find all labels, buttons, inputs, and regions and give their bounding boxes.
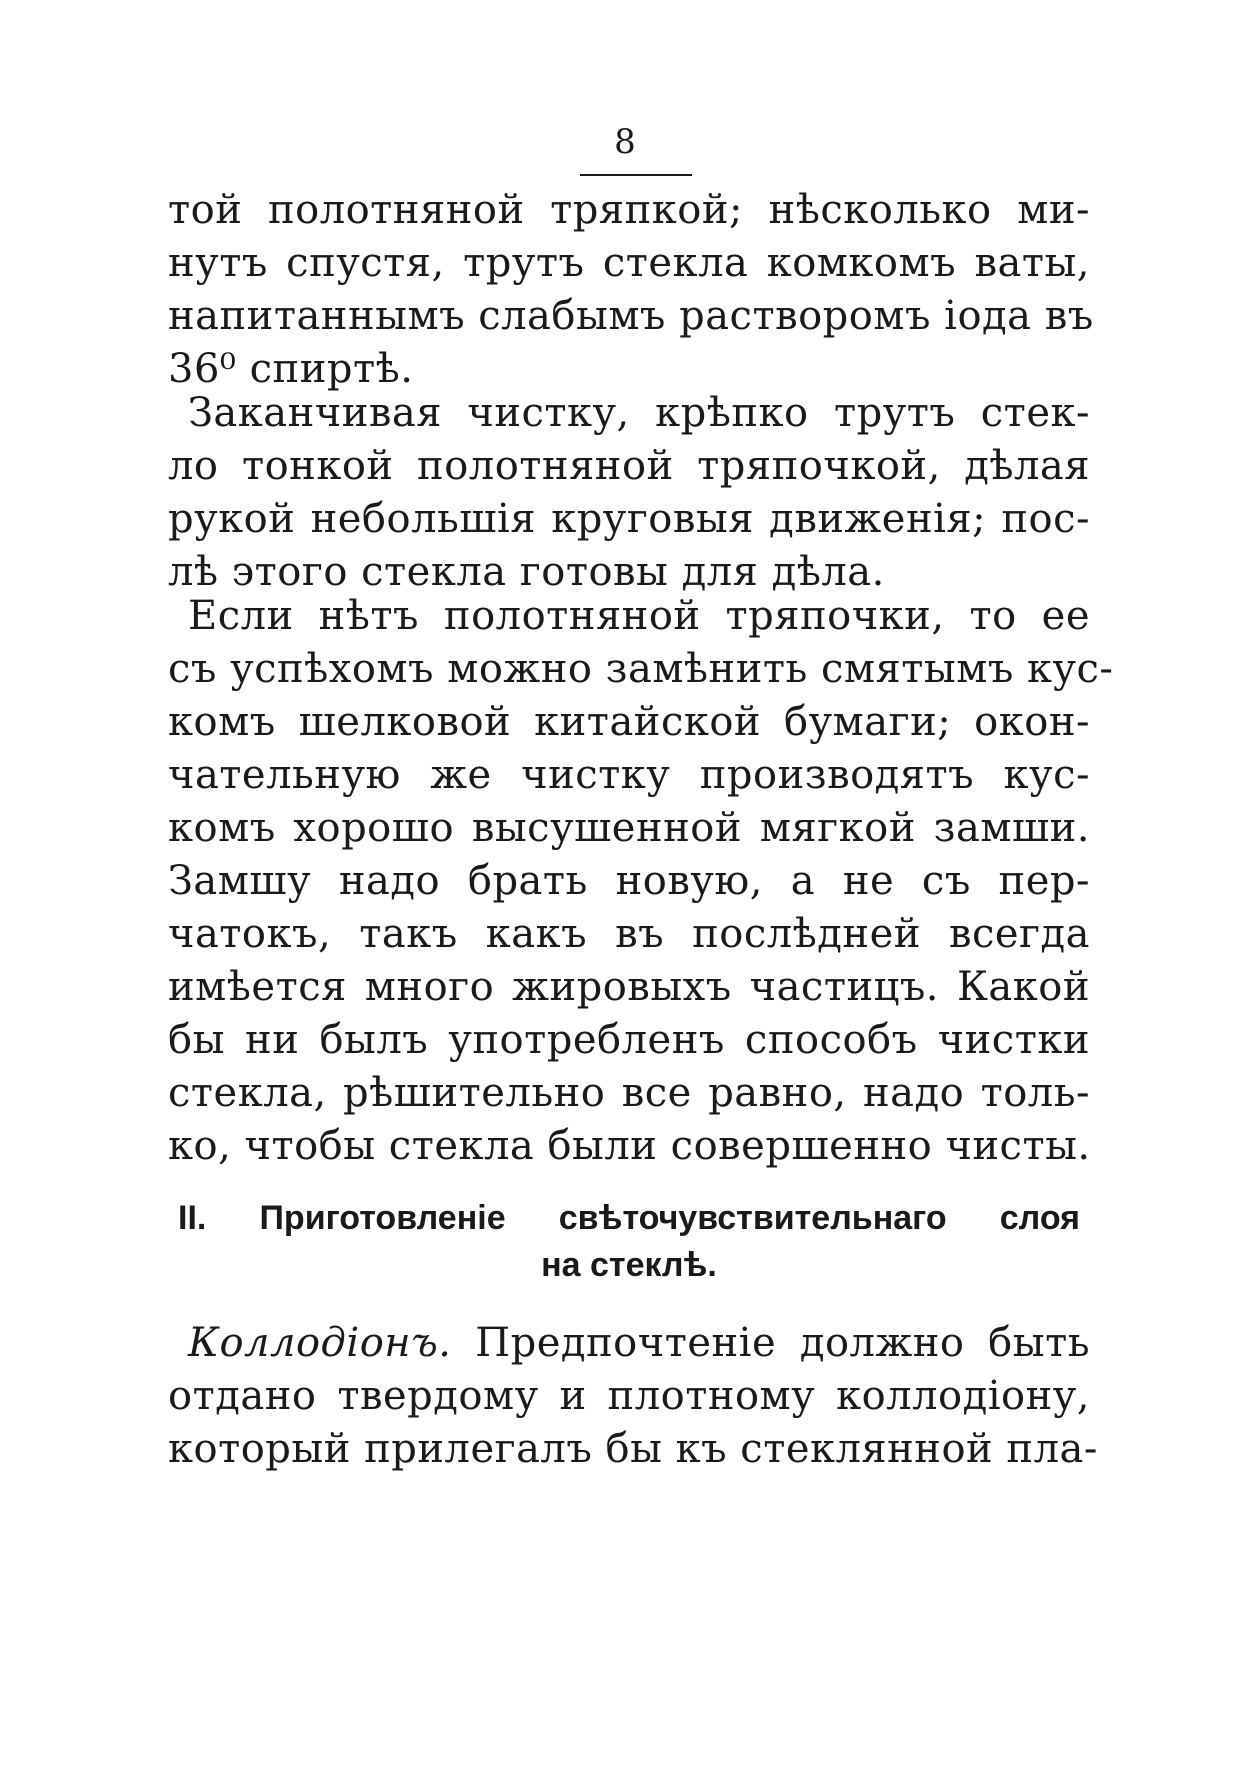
- text-line: Замшу надо брать новую, а не съ пер-: [168, 858, 1090, 904]
- text-line: имѣется много жировыхъ частицъ. Какой: [168, 964, 1090, 1010]
- text-line: ло тонкой полотняной тряпочкой, дѣлая: [168, 443, 1090, 489]
- text-line: стекла, рѣшительно все равно, надо толь-: [168, 1070, 1090, 1116]
- text-line: отдано твердому и плотному коллодіону,: [168, 1373, 1090, 1419]
- text-line: рукой небольшія круговыя движенія; пос-: [168, 496, 1090, 542]
- text-line: чательную же чистку производятъ кус-: [168, 752, 1090, 798]
- text-line: чатокъ, такъ какъ въ послѣдней всегда: [168, 911, 1090, 957]
- text-line: лѣ этого стекла готовы для дѣла.: [168, 549, 885, 595]
- text-line: бы ни былъ употребленъ способъ чистки: [168, 1017, 1090, 1063]
- section-heading-line-1: II. Приготовленіе свѣточувствительнаго слоя: [178, 1199, 1080, 1237]
- page-number: 8: [614, 122, 636, 162]
- section-heading-line-2: на стеклѣ.: [541, 1246, 717, 1284]
- text-line: комъ шелковой китайской бумаги; окон-: [168, 699, 1090, 745]
- text-line: той полотняной тряпкой; нѣсколько ми-: [168, 187, 1090, 233]
- text-span: Предпочтеніе должно быть: [451, 1320, 1090, 1366]
- text-line: который прилегалъ бы къ стеклянной пла-: [168, 1426, 1098, 1472]
- text-line: ко, чтобы стекла были совершенно чисты.: [168, 1123, 1091, 1169]
- text-line: съ успѣхомъ можно замѣнить смятымъ кус-: [168, 646, 1114, 692]
- text-line: Если нѣтъ полотняной тряпочки, то ее: [188, 593, 1090, 639]
- term-collodion: Коллодіонъ.: [188, 1320, 452, 1366]
- text-line: нутъ спустя, трутъ стекла комкомъ ваты,: [168, 240, 1090, 286]
- text-line: Заканчивая чистку, крѣпко трутъ стек-: [188, 390, 1090, 436]
- text-line: напитаннымъ слабымъ растворомъ іода въ: [168, 293, 1094, 339]
- page-number-rule: [580, 174, 692, 176]
- text-line: комъ хорошо высушенной мягкой замши.: [168, 805, 1090, 851]
- text-line-with-term: [188, 1313, 1090, 1373]
- text-line: 36⁰ спиртѣ.: [168, 346, 414, 392]
